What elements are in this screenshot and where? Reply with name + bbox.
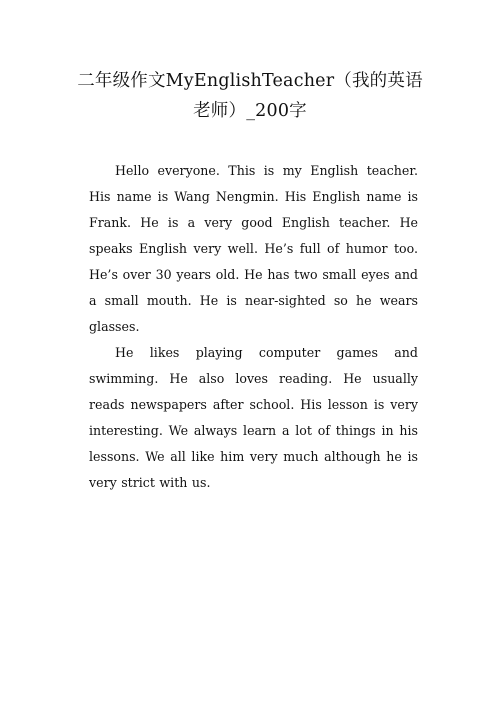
document-title: 二年级作文MyEnglishTeacher（我的英语老师）_200字 — [77, 71, 423, 121]
paragraph-1: Hello everyone. This is my English teacher. His name is Wang Nengmin. His English name is Frank. He is a very good English teacher. He speaks English very well. He’s full of humor too. He’s over 30 years old. He has two small eyes and a small mouth. He is near-sighted so he wears glasses. — [89, 163, 418, 334]
document-body — [89, 158, 418, 496]
paragraph-2: He likes playing computer games and swimming. He also loves reading. He usually reads newspapers after school. His lesson is very interesting. We always learn a lot of things in his lessons. We all like him very much although he is very strict with us. — [89, 345, 418, 490]
